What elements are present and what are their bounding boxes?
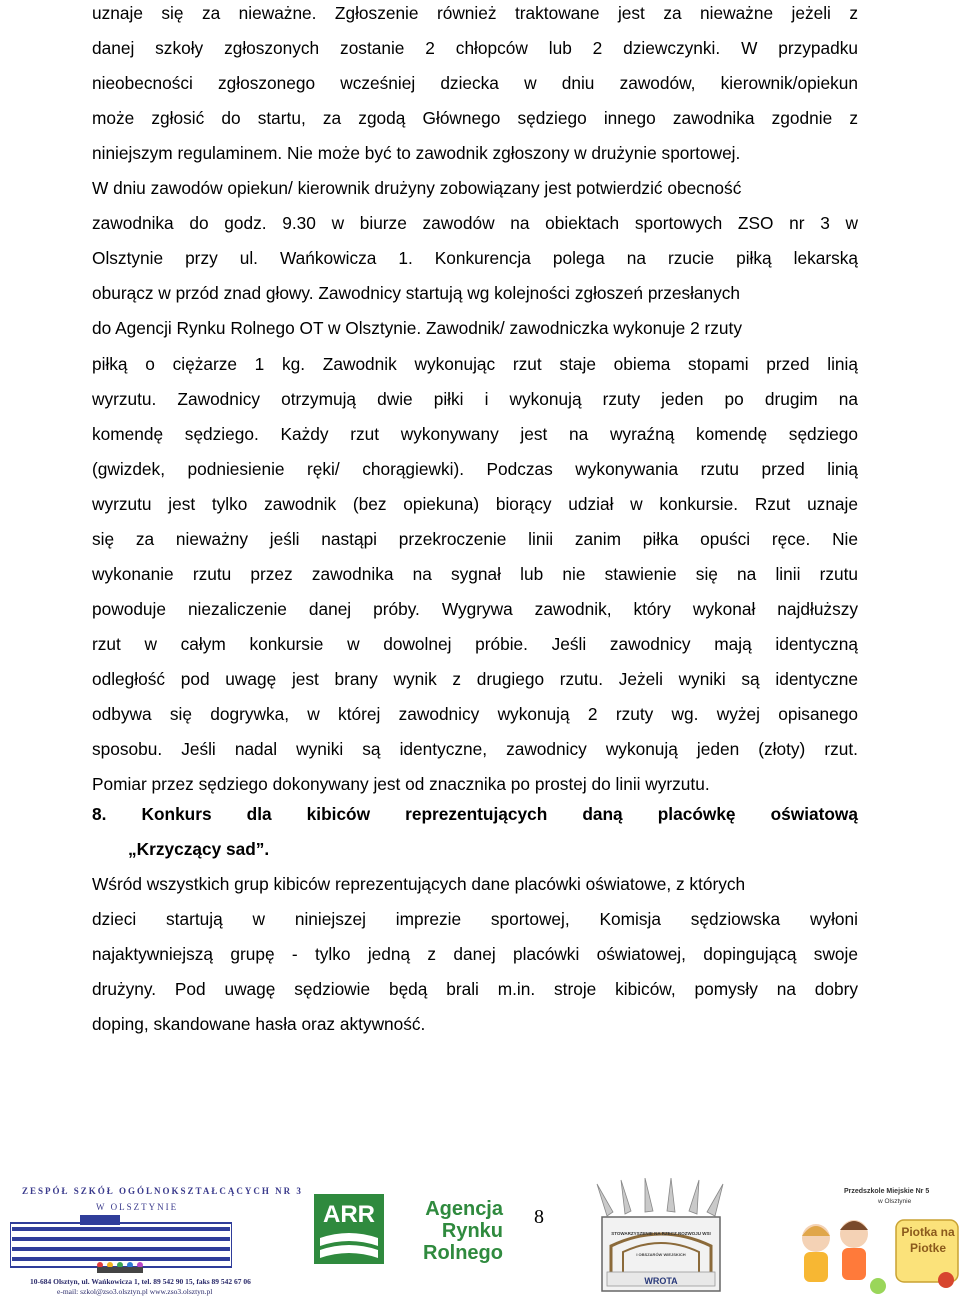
body-text-line: komendę sędziego. Każdy rzut wykonywany jest na wyraźną komendę sędziego — [92, 423, 858, 444]
wrota-subtitle: I OBSZARÓW WIEJSKICH — [636, 1252, 686, 1257]
school-building-logo — [10, 1215, 232, 1275]
page-footer — [0, 1178, 960, 1300]
body-text-line: piłką o ciężarze 1 kg. Zawodnik wykonując rzut staje obiema stopami przed linią — [92, 353, 858, 374]
page-number: 8 — [534, 1206, 544, 1228]
body-text-line: odległość pod uwagę jest brany wynik z drugiego rzutu. Jeżeli wyniki są identyczne — [92, 668, 858, 689]
body-text-line: sposobu. Jeśli nadal wyniki są identyczne, zawodnicy wykonują jeden (złoty) rzut. — [92, 739, 858, 760]
section-text-line: Wśród wszystkich grup kibiców reprezentujących dane placówki oświatowe, z których — [92, 874, 746, 894]
wrota-title: STOWARZYSZENIE NA RZECZ ROZWOJU WSI — [611, 1231, 711, 1236]
section-heading-line-2: „Krzyczący sad”. — [128, 839, 270, 859]
zso-email: e-mail: szkol@zso3.olsztyn.pl www.zso3.olsztyn.pl — [57, 1287, 213, 1296]
body-text-line: odbywa się dogrywka, w której zawodnicy wykonują 2 rzuty wg. wyżej opisanego — [92, 704, 858, 724]
body-text-line: wyrzutu jest tylko zawodnik (bez opiekuna) biorący udział w konkursie. Rzut uznaje — [92, 493, 858, 514]
body-text-line: nieobecności zgłoszonego wcześniej dziecka w dniu zawodów, kierownik/opiekun — [92, 73, 858, 94]
children-illustration-icon — [790, 1208, 890, 1300]
body-text-line: (gwizdek, podniesienie ręki/ chorągiewki). Podczas wykonywania rzutu przed linią — [92, 458, 858, 479]
sun-rays-icon — [587, 1178, 735, 1218]
body-text-line: powoduje niezaliczenie danej próby. Wygrywa zawodnik, który wykonał najdłuższy — [92, 598, 858, 619]
wrota-logo — [587, 1178, 735, 1296]
body-text-line: wykonanie rzutu przez zawodnika na sygnał lub nie stawienie się na linii rzutu — [92, 563, 858, 584]
arr-line-3: Rolnego — [423, 1242, 503, 1264]
body-text-line: danej szkoły zgłoszonych zostanie 2 chłopców lub 2 dziewczynki. W przypadku — [92, 38, 858, 59]
body-text-line: Pomiar przez sędziego dokonywany jest od znacznika po prostej do linii wyrzutu. — [92, 774, 710, 795]
zso-school-city: W OLSZTYNIE — [96, 1202, 179, 1212]
przedszkole-city: w Olsztynie — [878, 1198, 912, 1205]
body-text-line: zawodnika do godz. 9.30 w biurze zawodów na obiektach sportowych ZSO nr 3 w — [92, 213, 858, 234]
przedszkole-header: Przedszkole Miejskie Nr 5 — [844, 1188, 930, 1195]
section-heading-line-1: 8. Konkurs dla kibiców reprezentujących daną placówkę oświatową — [92, 804, 858, 824]
wrota-name: WROTA — [644, 1276, 678, 1286]
przedszkole-name — [898, 1224, 958, 1256]
section-text-line: drużyny. Pod uwagę sędziowie będą brali m.in. stroje kibiców, pomysły na dobry — [92, 979, 858, 1000]
body-text-line: uznaje się za nieważne. Zgłoszenie również traktowane jest za nieważne jeżeli z — [92, 3, 858, 23]
svg-text:ARR: ARR — [323, 1201, 375, 1228]
przedszkole-logo — [790, 1178, 960, 1300]
section-text-line: doping, skandowane hasła oraz aktywność. — [92, 1014, 426, 1035]
body-text-line: niniejszym regulaminem. Nie może być to zawodnik zgłoszony w drużynie sportowej. — [92, 143, 741, 164]
arr-line-2: Rynku — [441, 1220, 503, 1242]
body-text-line: się za nieważny jeśli nastąpi przekroczenie linii zanim piłka opuści ręce. Nie — [92, 528, 858, 549]
arr-logo-icon — [314, 1194, 384, 1264]
arr-line-1: Agencja — [425, 1198, 503, 1220]
body-text-line: rzut w całym konkursie w dowolnej próbie. Jeśli zawodnicy mają identyczną — [92, 633, 858, 654]
section-text-line: dzieci startują w niniejszej imprezie sportowej, Komisja sędziowska wyłoni — [92, 909, 858, 930]
zso-address: 10-684 Olsztyn, ul. Wańkowicza 1, tel. 89 542 90 15, faks 89 542 67 06 — [30, 1277, 251, 1286]
przedszkole-name-line-1: Piotka na — [901, 1225, 955, 1239]
przedszkole-name-line-2: Piotke — [909, 1241, 946, 1255]
body-text-line: oburącz w przód znad głowy. Zawodnicy startują wg kolejności zgłoszeń przesłanych — [92, 283, 741, 304]
body-text-line: może zgłosić do startu, za zgodą Głównego sędziego innego zawodnika zgodnie z — [92, 108, 858, 129]
body-text-line: W dniu zawodów opiekun/ kierownik drużyny zobowiązany jest potwierdzić obecność — [92, 178, 742, 199]
body-text-line: do Agencji Rynku Rolnego OT w Olsztynie. Zawodnik/ zawodniczka wykonuje 2 rzuty — [92, 318, 742, 339]
body-text-line: Olsztynie przy ul. Wańkowicza 1. Konkurencja polega na rzucie piłką lekarską — [92, 248, 858, 269]
arr-agency-name — [393, 1198, 503, 1264]
body-text-line: wyrzutu. Zawodnicy otrzymują dwie piłki i wykonują rzuty jeden po drugim na — [92, 388, 858, 409]
section-text-line: najaktywniejszą grupę - tylko jedną z danej placówki oświatowej, dopingującą swoje — [92, 944, 858, 965]
zso-school-name: ZESPÓŁ SZKÓŁ OGÓLNOKSZTAŁCĄCYCH NR 3 — [22, 1186, 303, 1196]
